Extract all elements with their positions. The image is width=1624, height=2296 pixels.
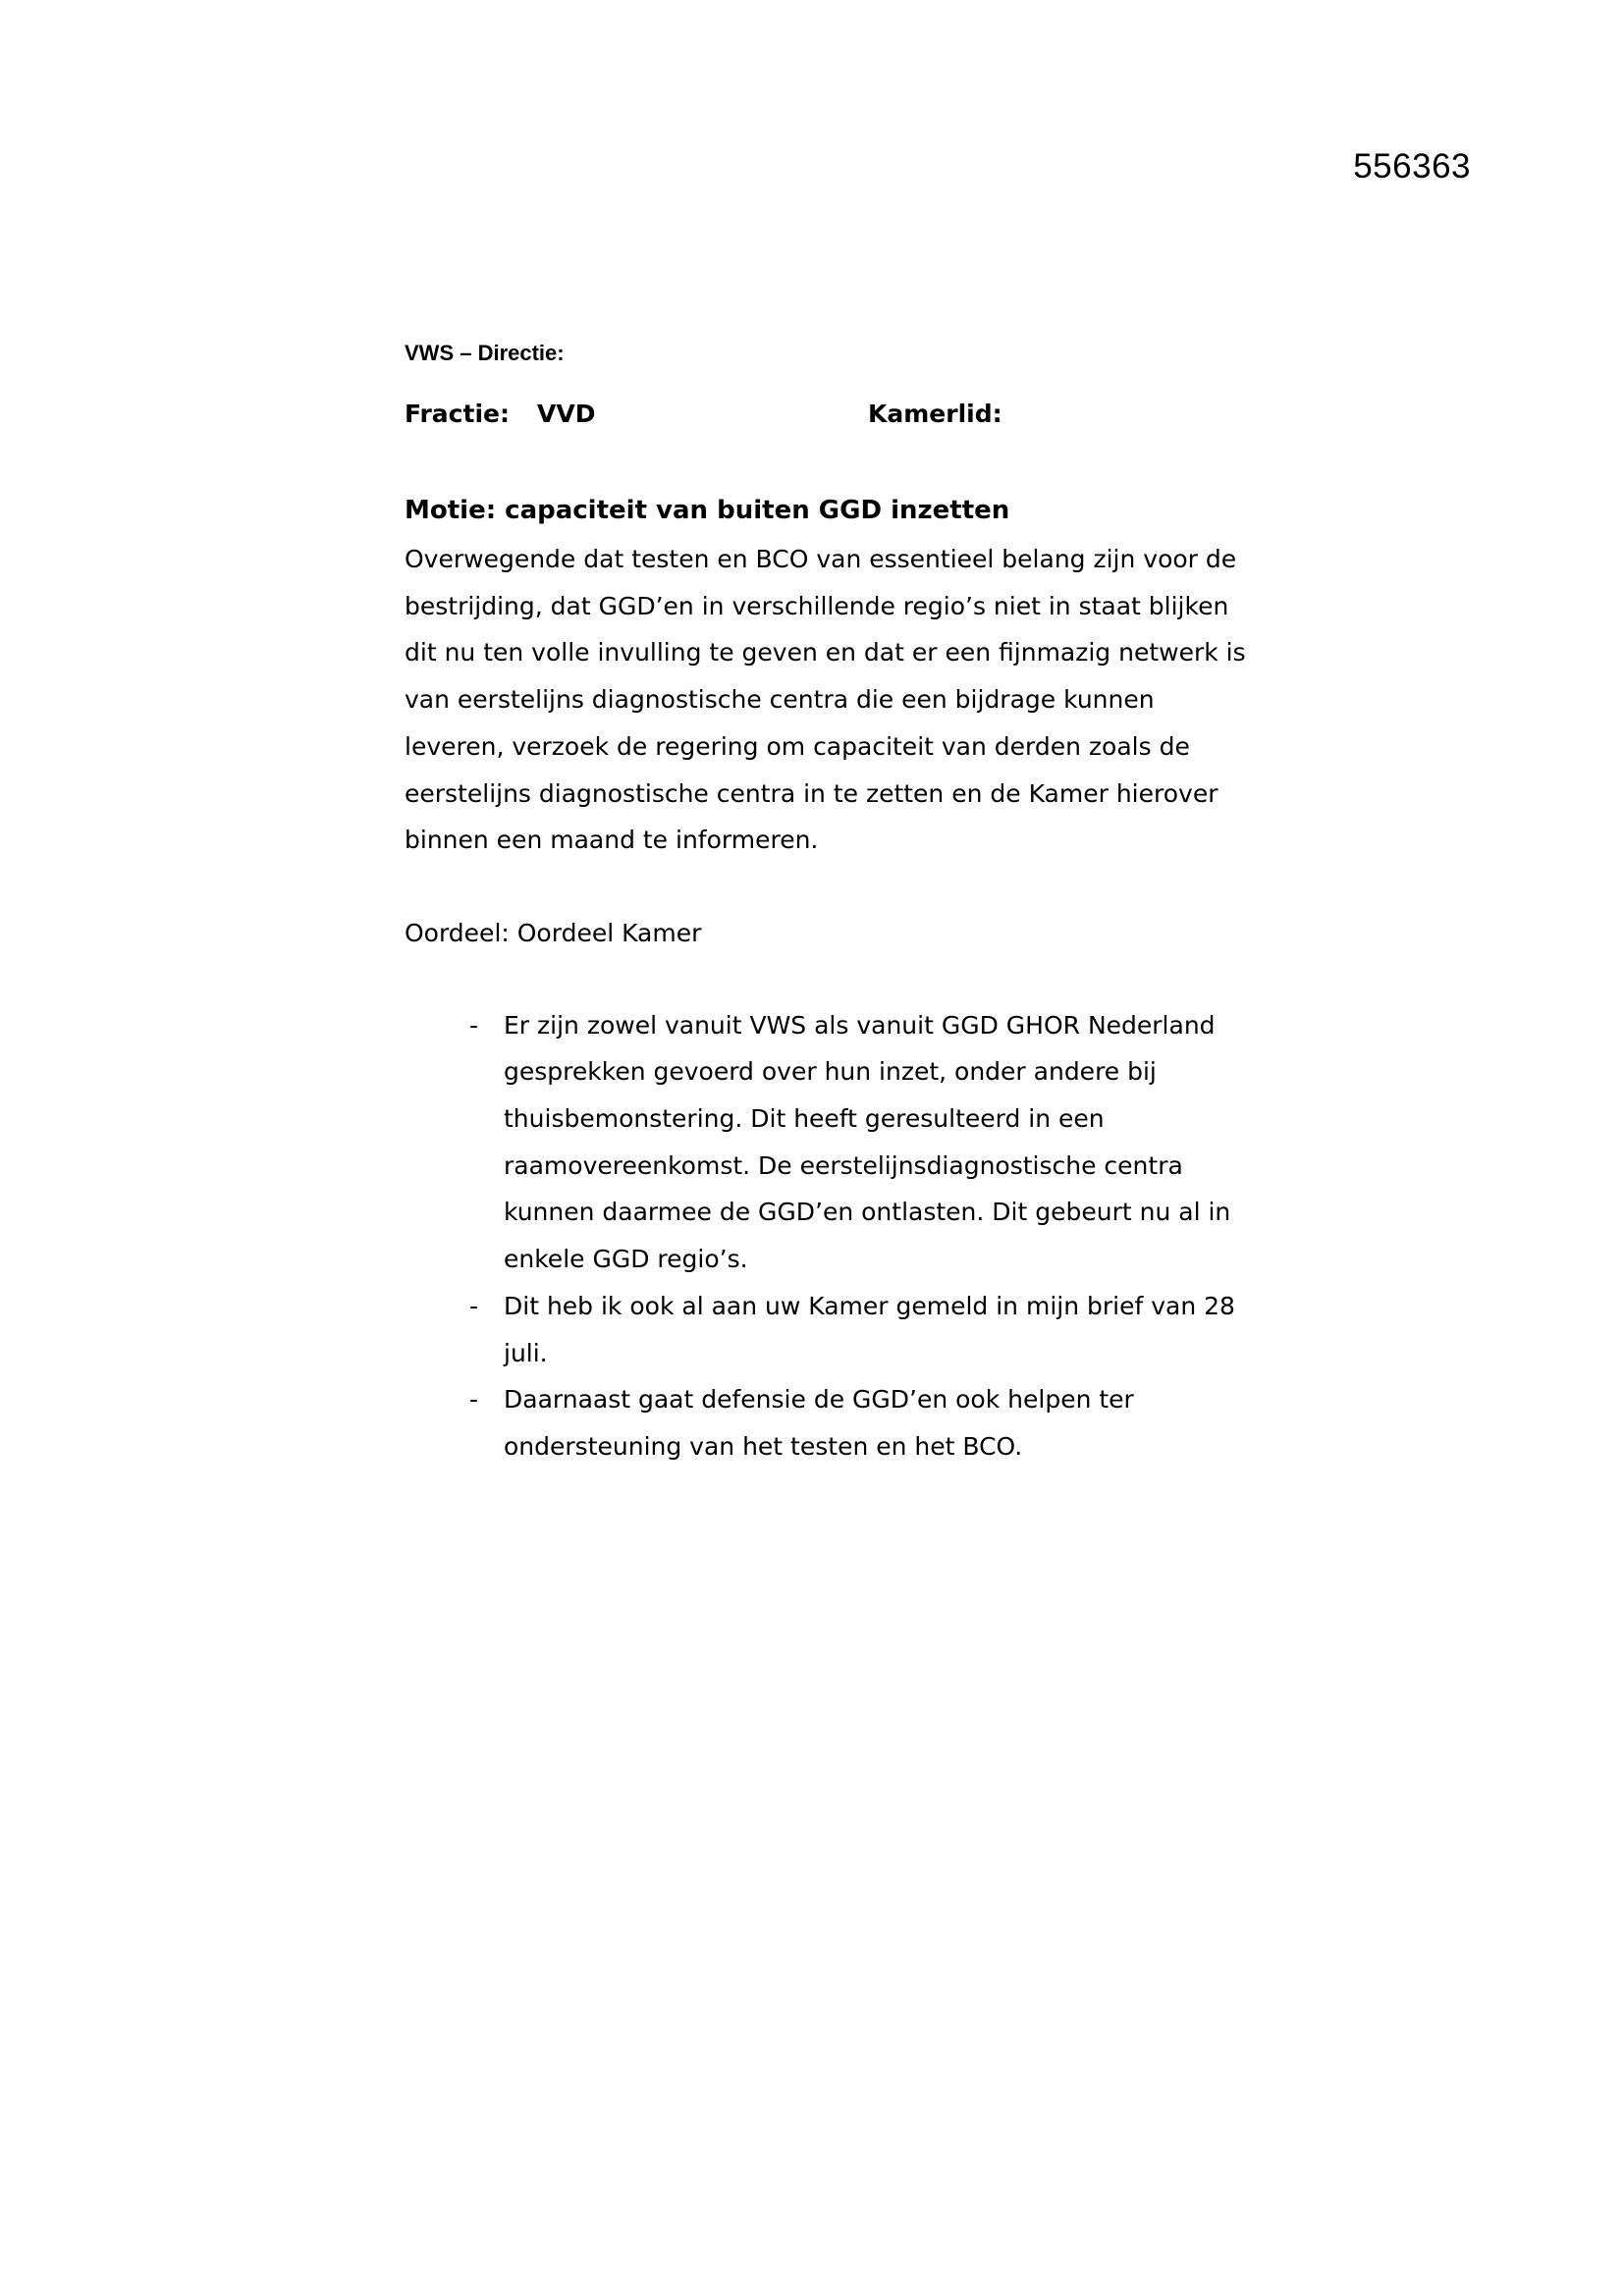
list-item [405,1376,1250,1469]
list-item-text: Dit heb ik ook al aan uw Kamer gemeld in mijn brief van 28 juli. [504,1291,1235,1367]
bullet-marker: - [469,1010,479,1040]
kamerlid-label: Kamerlid: [868,400,1002,428]
bullet-marker: - [469,1291,479,1320]
document-id: 556363 [1353,147,1471,186]
fractie-row [405,395,1249,434]
document-content [405,334,1249,1470]
bullet-marker: - [469,1385,479,1415]
answer-list [405,1002,1249,1470]
fractie-label: Fractie: [405,400,510,428]
list-item-text: Er zijn zowel vanuit VWS als vanuit GGD GHOR Nederland gesprekken gevoerd over hun inzet, onder andere bij thuisbemonstering. Dit heeft geresulteerd in een raamovereenkomst. De eerstelijnsdiagnostische centra kunnen daarmee de GGD’en ontlasten. Dit gebeurt nu al in enkele GGD regio’s. [504,1010,1231,1274]
directie-label: VWS – Directie: [405,341,565,365]
motie-title: Motie: capaciteit van buiten GGD inzetten [405,496,1010,525]
list-item-text: Daarnaast gaat defensie de GGD’en ook helpen ter ondersteuning van het testen en het BCO. [504,1385,1134,1461]
motie-body: Overwegende dat testen en BCO van essentieel belang zijn voor de bestrijding, dat GGD’en in verschillende regio’s niet in staat blijken dit nu ten volle invulling te geven en dat er een fijnmazig netwerk is van eerstelijns diagnostische centra die een bijdrage kunnen leveren, verzoek de regering om capaciteit van derden zoals de eerstelijns diagnostische centra in te zetten en de Kamer hierover binnen een maand te informeren. [405,545,1246,855]
fractie-value: VVD [537,400,596,428]
oordeel-text: Oordeel: Oordeel Kamer [405,918,702,947]
list-item [405,1002,1250,1283]
list-item [405,1283,1250,1376]
